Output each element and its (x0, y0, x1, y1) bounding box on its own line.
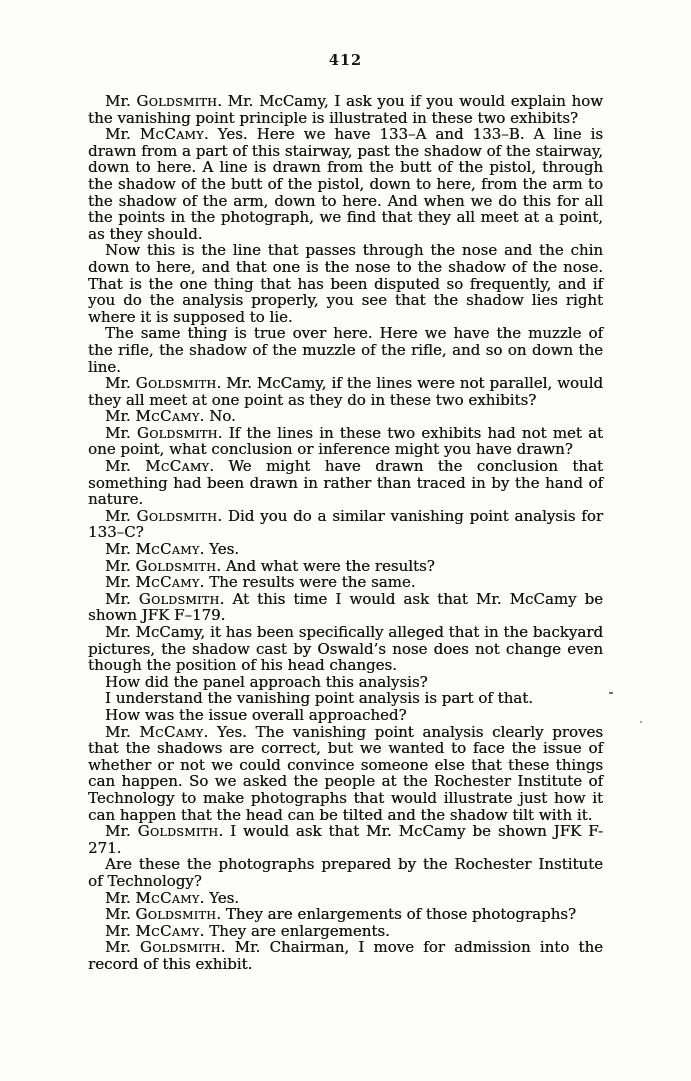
paragraph-text: Mr. (105, 822, 138, 841)
speaker-name: McCamy (135, 573, 200, 592)
paragraph-text: Mr. (105, 938, 140, 957)
transcript-paragraph (88, 624, 603, 674)
paragraph-text: . Mr. McCamy, if the lines were not parallel, would they all meet at one point as they do in these two exhibits? (88, 374, 604, 409)
paragraph-text: . At this time I would ask that Mr. McCamy be shown JFK F–179. (88, 589, 604, 625)
speaker-name: McCamy (145, 457, 210, 476)
transcript-paragraph (88, 591, 603, 624)
transcript-paragraph (88, 674, 603, 691)
paragraph-text: Mr. (105, 374, 136, 393)
paragraph-text: Mr. McCamy, it has been specifically alleged that in the backyard pictures, the shadow cast by Oswald’s nose does not change even though the position of his head changes. (88, 623, 603, 675)
page-number: 412 (328, 52, 363, 69)
transcript-paragraph (88, 126, 603, 242)
paragraph-text: Mr. (105, 506, 137, 525)
transcript-paragraph (88, 375, 603, 408)
paragraph-text: Mr. (105, 92, 137, 110)
paragraph-text: Mr. (105, 905, 136, 924)
paragraph-text: . Mr. McCamy, I ask you if you would explain how the vanishing point principle is illustrated in these two exhibits? (88, 92, 604, 127)
paragraph-text: How did the panel approach this analysis? (105, 672, 428, 691)
transcript-paragraph (88, 325, 603, 375)
transcript-paragraph (88, 856, 603, 889)
speaker-name: Goldsmith (138, 589, 220, 608)
paragraph-text: . Mr. Chairman, I move for admission into the record of this exhibit. (88, 938, 603, 973)
paragraph-text: Mr. (105, 722, 140, 741)
transcript-paragraph (88, 890, 603, 907)
transcript-paragraph (88, 558, 603, 575)
speaker-name: Goldsmith (137, 822, 219, 841)
transcript-paragraph (88, 823, 603, 856)
paragraph-text: . No. (199, 407, 236, 426)
speaker-name: Goldsmith (135, 905, 217, 924)
speaker-name: McCamy (135, 407, 200, 426)
paragraph-text: Mr. (105, 540, 136, 559)
transcript-paragraph (88, 939, 603, 972)
transcript-paragraph (88, 906, 603, 923)
transcript-paragraph (88, 574, 603, 591)
paragraph-text: . If the lines in these two exhibits had not met at one point, what conclusion or inference might you have drawn? (88, 423, 603, 459)
transcript-paragraph (88, 458, 603, 508)
transcript-body (88, 93, 603, 972)
paragraph-text: The same thing is true over here. Here we have the muzzle of the rifle, the shadow of the muzzle of the rifle, and so on down the line. (88, 324, 603, 376)
paragraph-text: . They are enlargements of those photographs? (216, 905, 576, 924)
paragraph-text: Mr. (105, 125, 140, 144)
scan-speck-dash (609, 692, 613, 694)
speaker-name: McCamy (139, 125, 204, 144)
paragraph-text: Now this is the line that passes through the nose and the chin down to here, and that one is the nose to the shadow of the nose. That is the one thing that has been disputed so frequently, and if you do the analysis properly, you see that the shadow lies right where it is supposed to lie. (88, 241, 603, 326)
speaker-name: McCamy (135, 540, 200, 559)
paragraph-text: Are these the photographs prepared by the Rochester Institute of Technology? (88, 855, 603, 890)
transcript-paragraph (88, 541, 603, 558)
transcript-paragraph (88, 707, 603, 724)
paragraph-text: . Yes. (199, 540, 240, 559)
speaker-name: Goldsmith (135, 374, 217, 393)
paragraph-text: How was the issue overall approached? (105, 705, 407, 724)
paragraph-text: . Yes. (199, 888, 240, 907)
speaker-name: Goldsmith (135, 556, 217, 575)
transcript-paragraph (88, 508, 603, 541)
speaker-name: Goldsmith (136, 506, 218, 525)
transcript-paragraph (88, 690, 603, 707)
paragraph-text: Mr. (105, 921, 136, 940)
speaker-name: McCamy (135, 888, 200, 907)
paragraph-text: . They are enlargements. (199, 921, 390, 940)
paragraph-text: . And what were the results? (216, 556, 435, 575)
transcript-paragraph (88, 93, 603, 126)
paragraph-text: Mr. (105, 589, 139, 608)
transcript-paragraph (88, 408, 603, 425)
paragraph-text: Mr. (105, 888, 136, 907)
paragraph-text: . Did you do a similar vanishing point analysis for 133–C? (88, 506, 603, 542)
paragraph-text: I understand the vanishing point analysis is part of that. (105, 689, 533, 708)
scan-speck-dot (640, 721, 642, 723)
speaker-name: Goldsmith (139, 938, 221, 957)
paragraph-text: Mr. (105, 423, 137, 442)
paragraph-text: . We might have drawn the conclusion that something had been drawn in rather than traced in by the hand of nature. (88, 457, 603, 509)
paragraph-text: . The results were the same. (199, 573, 416, 592)
paragraph-text: Mr. (105, 573, 136, 592)
speaker-name: Goldsmith (136, 423, 218, 442)
speaker-name: McCamy (139, 722, 204, 741)
paragraph-text: . I would ask that Mr. McCamy be shown JFK F-271. (88, 822, 603, 857)
paragraph-text: . Yes. Here we have 133–A and 133–B. A line is drawn from a part of this stairway, past the shadow of the stairway, down to here. A line is drawn from the butt of the pistol, through the shadow of the butt of the pistol, down to here, from the arm to the shadow of the arm, down to here. And when we do this for all the points in the photograph, we find that they all meet at a point, as they should. (88, 125, 603, 243)
paragraph-text: Mr. (105, 457, 146, 476)
transcript-paragraph (88, 724, 603, 824)
speaker-name: McCamy (135, 921, 200, 940)
paragraph-text: . Yes. The vanishing point analysis clearly proves that the shadows are correct, but we wanted to face the issue of whether or not we could convince someone else that these things can happen. So we asked the people at the Rochester Institute of Technology to make photographs that would illustrate just how it can happen that the head can be tilted and the shadow tilt with it. (88, 722, 603, 824)
transcript-paragraph (88, 425, 603, 458)
paragraph-text: Mr. (105, 556, 136, 575)
transcript-paragraph (88, 242, 603, 325)
transcript-paragraph (88, 923, 603, 940)
speaker-name: Goldsmith (136, 92, 218, 110)
paragraph-text: Mr. (105, 407, 136, 426)
